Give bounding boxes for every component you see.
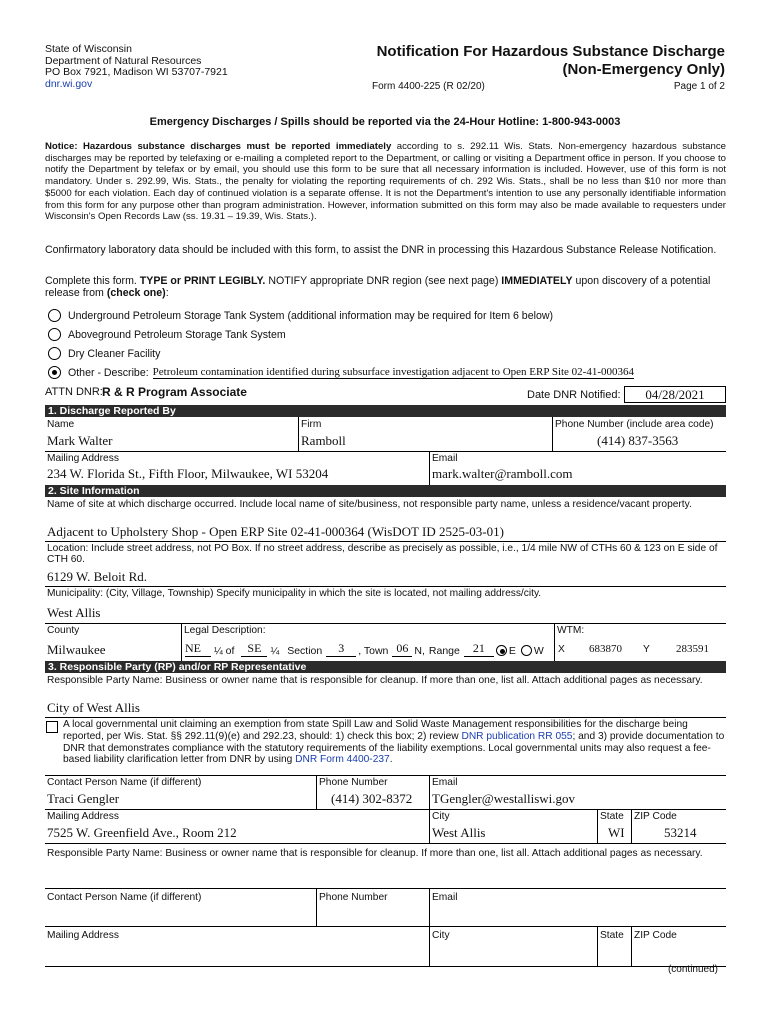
divider xyxy=(429,451,430,485)
gov-text: A local governmental unit claiming an exemption from state Spill Law and Solid Waste Management responsibilities for the discharge being reported, per Wis. Stat. §§ 292.11(9)(e) and 292.23, should: 1) check this box; 2) review xyxy=(63,719,688,742)
divider xyxy=(45,623,726,624)
agency-line: State of Wisconsin xyxy=(45,43,132,55)
rp-zip-label: ZIP Code xyxy=(634,811,677,822)
rp-state-field[interactable]: WI xyxy=(608,825,625,840)
rp-zip-field[interactable]: 53214 xyxy=(664,825,697,840)
notice-paragraph xyxy=(45,141,726,223)
agency-line: PO Box 7921, Madison WI 53707-7921 xyxy=(45,66,228,78)
divider xyxy=(631,809,632,843)
quarter2-suffix: ¼ xyxy=(270,645,280,657)
contact-field[interactable]: Traci Gengler xyxy=(47,791,120,806)
section-label: Section xyxy=(287,645,323,657)
rp-email-field[interactable]: TGengler@westalliswi.gov xyxy=(432,791,576,806)
confirm-paragraph: Confirmatory laboratory data should be included with this form, to assist the DNR in processing this Hazardous Substance Release Notification. xyxy=(45,244,717,256)
complete-paragraph xyxy=(45,275,726,300)
emergency-hotline: Emergency Discharges / Spills should be reported via the 24-Hour Hotline: 1-800-943-0003 xyxy=(149,116,621,128)
responsible-party-field[interactable]: City of West Allis xyxy=(47,700,140,715)
continued-label: (continued) xyxy=(667,964,718,975)
divider xyxy=(552,417,553,451)
divider xyxy=(45,926,726,927)
location-label: Location: Include street address, not PO Box. If no street address, describe as precisely as possible, i.e., 1/4 mile NW of CTHs 60 & 123 on E side of CTH 60. xyxy=(47,543,718,565)
divider xyxy=(316,888,317,926)
form-4400-237-link[interactable]: DNR Form 4400-237 xyxy=(295,754,390,766)
rp-phone-label: Phone Number xyxy=(319,777,388,788)
range-label: Range xyxy=(428,645,460,657)
name-field[interactable]: Mark Walter xyxy=(47,433,113,448)
wtm-y-label: Y xyxy=(643,644,650,655)
section-field[interactable]: 3 xyxy=(326,641,356,657)
section-2-header: 2. Site Information xyxy=(45,485,726,497)
municipality-label: Municipality: (City, Village, Township) Specify municipality in which the site is located, not mailing address/city. xyxy=(47,588,542,599)
divider xyxy=(45,843,726,844)
wtm-x-label: X xyxy=(558,644,565,655)
complete-text: Complete this form. xyxy=(45,275,140,287)
divider xyxy=(429,888,430,966)
gov-text: . xyxy=(389,754,393,766)
divider xyxy=(45,586,726,587)
quarter1-field[interactable]: NE xyxy=(185,641,211,657)
state-2-label: State xyxy=(600,930,624,941)
address-label: Mailing Address xyxy=(47,453,119,464)
divider xyxy=(316,775,317,809)
town-suffix: N, xyxy=(414,645,425,657)
town-field[interactable]: 06 xyxy=(392,641,412,657)
attn-label: ATTN DNR: xyxy=(45,386,103,398)
town-label: , Town xyxy=(358,645,389,657)
county-label: County xyxy=(47,625,80,636)
option-label: Aboveground Petroleum Storage Tank System xyxy=(68,328,286,341)
site-name-label: Name of site at which discharge occurred. Include local name of site/business, not responsible party name, unless a residence/vacant property. xyxy=(47,499,692,510)
divider xyxy=(631,926,632,966)
phone-2-label: Phone Number xyxy=(319,892,388,903)
divider xyxy=(45,966,726,967)
west-label: W xyxy=(533,645,544,657)
complete-text: : xyxy=(165,287,169,300)
date-notified-field[interactable]: 04/28/2021 xyxy=(624,386,726,403)
option-other[interactable] xyxy=(48,366,634,379)
divider xyxy=(597,809,598,843)
responsible-party-label: Responsible Party Name: Business or owner name that is responsible for cleanup. If more than one, list all. Attach additional pages as necessary. xyxy=(47,675,703,686)
email-2-label: Email xyxy=(432,892,458,903)
complete-bold: TYPE or PRINT LEGIBLY. xyxy=(139,275,266,287)
site-name-field[interactable]: Adjacent to Upholstery Shop - Open ERP Site 02-41-000364 (WisDOT ID 2525-03-01) xyxy=(47,524,504,539)
other-description-field[interactable]: Petroleum contamination identified during subsurface investigation adjacent to Open ERP Site 02-41-000364 xyxy=(152,366,635,378)
local-government-text xyxy=(63,719,726,766)
divider xyxy=(45,717,726,718)
phone-label: Phone Number (include area code) xyxy=(555,419,714,430)
firm-field[interactable]: Ramboll xyxy=(301,433,346,448)
zip-2-label: ZIP Code xyxy=(634,930,677,941)
agency-line: Department of Natural Resources xyxy=(45,54,202,67)
address-2-label: Mailing Address xyxy=(47,930,119,941)
option-label: Underground Petroleum Storage Tank System (additional information may be required for Item 6 below) xyxy=(68,309,554,322)
responsible-party-2-label: Responsible Party Name: Business or owner name that is responsible for cleanup. If more than one, list all. Attach additional pages as necessary. xyxy=(47,848,703,859)
radio-ast[interactable] xyxy=(48,328,61,341)
city-2-label: City xyxy=(432,930,450,941)
rp-city-field[interactable]: West Allis xyxy=(432,825,486,840)
rp-address-field[interactable]: 7525 W. Greenfield Ave., Room 212 xyxy=(47,825,237,840)
divider xyxy=(45,451,726,452)
divider xyxy=(554,623,555,661)
rr055-link[interactable]: DNR publication RR 055 xyxy=(461,730,573,742)
agency-block xyxy=(45,44,228,90)
agency-website-link[interactable]: dnr.wi.gov xyxy=(45,77,93,90)
divider xyxy=(181,623,182,661)
gov-text: ; and 3) provide documentation to DNR that demonstrates compliance with the statutory requirements of the liability exemptions. Local governmental units may also request a fee-based liability clarification letter from DNR by using xyxy=(63,730,725,766)
form-number: Form 4400-225 (R 02/20) xyxy=(372,81,485,92)
radio-west[interactable] xyxy=(521,645,532,656)
radio-east[interactable] xyxy=(496,645,507,656)
east-label: E xyxy=(508,645,516,657)
section-1-header: 1. Discharge Reported By xyxy=(45,405,726,417)
radio-other[interactable] xyxy=(48,366,61,379)
name-label: Name xyxy=(47,419,75,430)
complete-text: NOTIFY appropriate DNR region (see next page) xyxy=(265,275,502,287)
email-label: Email xyxy=(432,453,458,464)
option-label: Other - Describe: xyxy=(68,366,149,379)
date-notified-label: Date DNR Notified: xyxy=(527,389,621,401)
quarter2-field[interactable]: SE xyxy=(241,641,267,657)
attn-value: R & R Program Associate xyxy=(102,385,247,399)
legal-description-label: Legal Description: xyxy=(184,625,266,636)
divider xyxy=(298,417,299,451)
divider xyxy=(45,888,726,889)
range-field[interactable]: 21 xyxy=(464,641,494,657)
rp-email-label: Email xyxy=(432,777,458,788)
contact-2-label: Contact Person Name (if different) xyxy=(47,892,202,903)
complete-text: upon discovery of a potential release from xyxy=(45,275,711,300)
divider xyxy=(45,809,726,810)
rp-state-label: State xyxy=(600,811,624,822)
quarter1-suffix: ¼ of xyxy=(214,645,235,657)
section-3-header: 3. Responsible Party (RP) and/or RP Representative xyxy=(45,661,726,673)
option-ust[interactable] xyxy=(48,309,553,322)
contact-label: Contact Person Name (if different) xyxy=(47,777,202,788)
email-field[interactable]: mark.walter@ramboll.com xyxy=(432,466,573,481)
rp-phone-field[interactable]: (414) 302-8372 xyxy=(331,791,413,806)
wtm-x-field[interactable]: 683870 xyxy=(589,643,622,655)
address-field[interactable]: 234 W. Florida St., Fifth Floor, Milwaukee, WI 53204 xyxy=(47,466,329,481)
rp-city-label: City xyxy=(432,811,450,822)
divider xyxy=(597,926,598,966)
page-number: Page 1 of 2 xyxy=(673,81,725,92)
location-field[interactable]: 6129 W. Beloit Rd. xyxy=(47,569,148,584)
county-field[interactable]: Milwaukee xyxy=(47,642,106,657)
divider xyxy=(45,541,726,542)
rp-address-label: Mailing Address xyxy=(47,811,119,822)
phone-field[interactable]: (414) 837-3563 xyxy=(597,433,679,448)
option-ast[interactable] xyxy=(48,328,286,341)
radio-ust[interactable] xyxy=(48,309,61,322)
notice-bold: Notice: Hazardous substance discharges must be reported immediately xyxy=(45,141,392,152)
wtm-y-field[interactable]: 283591 xyxy=(676,643,709,655)
divider xyxy=(45,775,726,776)
municipality-field[interactable]: West Allis xyxy=(47,605,101,620)
form-subtitle: (Non-Emergency Only) xyxy=(562,61,725,78)
legal-description-row xyxy=(185,641,544,657)
complete-bold: (check one) xyxy=(106,287,166,300)
option-label: Dry Cleaner Facility xyxy=(68,347,161,360)
form-title: Notification For Hazardous Substance Discharge xyxy=(376,43,725,60)
local-government-checkbox[interactable] xyxy=(46,721,58,733)
notice-text: according to s. 292.11 Wis. Stats. Non-emergency hazardous substance discharges may be reported by telefaxing or e-mailing a completed report to the Department, or calling or visiting a Department office in person. If you choose to notify the Department by telefax or by email, you should use this form to be sure that all necessary information is included. However, use of this form is not mandatory. Under s. 292.99, Wis. Stats., the penalty for violating the reporting requirements of ch. 292 Wis. Stats., shall be no less than $10 nor more than $5000 for each violation. Each day of continued violation is a separate offense. It is not the Department's intention to use any personally identifiable information from this form for any purpose other than program administration. However, information submitted on this form may also be made available to requesters under Wisconsin's Open Records Law (ss. 19.31 – 19.39, Wis. Stats.). xyxy=(45,141,726,223)
firm-label: Firm xyxy=(301,419,322,430)
radio-dry-cleaner[interactable] xyxy=(48,347,61,360)
wtm-label: WTM: xyxy=(557,625,585,636)
option-dry-cleaner[interactable] xyxy=(48,347,160,360)
complete-bold: IMMEDIATELY xyxy=(501,275,573,287)
